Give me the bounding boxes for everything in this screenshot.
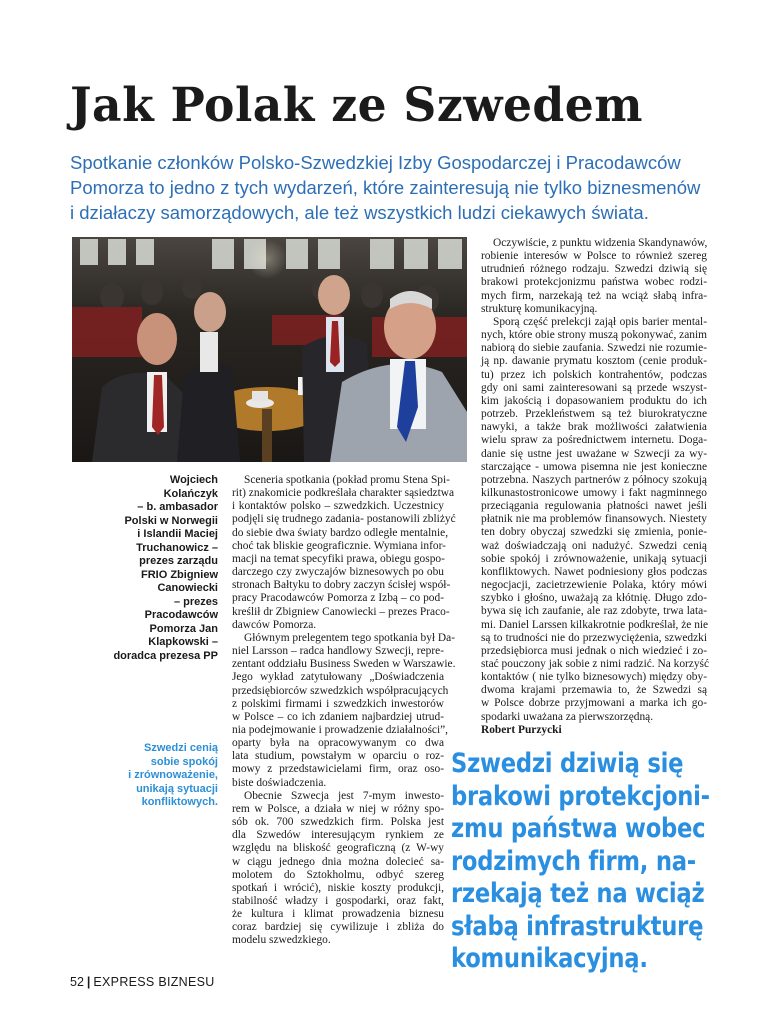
body-line: dla Szwedów interesującym rynkiem ze	[232, 829, 444, 842]
body-line: starczające - umowa pisemna nie jest konieczne	[481, 460, 707, 473]
body-line: negocjacji, zacietrzewienie Polaka, który mówi	[481, 579, 707, 592]
body-line: robienie interesów w Polsce to również szereg	[481, 250, 707, 263]
body-line: podjęli się trudnego zadania- postanowili zbliżyć	[232, 513, 456, 526]
body-line: lata studium, powstałym w oparciu o roz-	[232, 750, 444, 763]
body-line: wielu spraw za pośrednictwem internetu. Doga-	[481, 434, 707, 447]
body-line: Obecnie Szwecja jest 7-mym inwesto-	[244, 789, 444, 802]
pull-quote-line: konfliktowych.	[141, 796, 218, 808]
body-line: modelu szwedzkiego.	[232, 934, 331, 947]
body-line: rem w Polsce, a działa w niej w różny spo-	[232, 802, 444, 815]
body-line: macji na temat specyfiki prawa, obiegu gospo-	[232, 552, 445, 565]
body-line: zentant oddziału Business Sweden w Warszawie.	[232, 658, 456, 671]
body-line: ją np. dawanie prymatu kosztom (cenie produk-	[481, 355, 707, 368]
caption-line: i Islandii Maciej	[137, 528, 218, 540]
body-line: są to trudności nie do przezwyciężenia, szwedzki	[481, 631, 707, 644]
body-line: pracy Pracodawców Pomorza z Izbą – co pod-	[232, 592, 444, 605]
pull-quote-line: unikają sytuacji	[136, 782, 218, 795]
body-line: niel Larsson – radca handlowy Szwecji, repre-	[232, 645, 444, 658]
body-line: potrzebna. Naszych partnerów z północy szokują	[481, 473, 707, 486]
pull-quote-line: brakowi protekcjoni-	[451, 780, 710, 812]
body-line: mowy z przedstawicielami firm, oraz oso-	[232, 763, 444, 776]
body-line: w Polsce dobrze przyjmowani a marka ich go-	[481, 697, 707, 710]
body-line: nia podejmowanie i prowadzenie działalności”,	[232, 723, 449, 736]
article-title: Jak Polak ze Szwedem	[70, 78, 644, 133]
body-line: względu na bliskość geograficzną (z W-wy	[232, 842, 444, 855]
lead-line: Pomorza to jedno z tych wydarzeń, które zainteresują nie tylko biznesmenów	[70, 177, 701, 198]
body-line: choć tak bliskie geograficznie. Wymiana infor-	[232, 539, 446, 552]
meeting-photo	[72, 237, 467, 462]
body-line: mi. Daniel Larssen kilkakrotnie podkreślał, że nie	[481, 618, 709, 631]
page-number: 52	[70, 975, 84, 989]
body-line: oparty była na opracowywanym co dwa	[232, 737, 444, 750]
body-line: kontaktów ( nie tylko biznesowych) między oby-	[481, 671, 707, 684]
caption-line: Klapkowski –	[148, 636, 218, 648]
body-line: stronach Bałtyku to dobry zaczyn ścisłej współ-	[232, 579, 451, 592]
body-line: nabiorą do siebie zaufania. Szwedzi nie rozumie-	[481, 342, 707, 355]
body-line: gdy oni sami zainteresowani są przede wszyst-	[481, 381, 707, 394]
body-line: stać pouczony jak sobie z nimi radzić. Na korzyść	[481, 658, 710, 670]
caption-line: Pomorza Jan	[149, 622, 218, 635]
body-line: szybko i głośno, uważają za kłótnię. Długo zdo-	[481, 592, 707, 605]
body-line: płatnik nie ma problemów finansowych. Niestety	[481, 513, 707, 526]
body-line: biste doświadczenia.	[232, 776, 327, 789]
pull-quote-line: sobie spokój	[150, 755, 218, 768]
body-line: nych, które obie strony muszą pokonywać, zanim	[481, 329, 707, 342]
caption-line: – prezes	[173, 595, 218, 608]
body-line: z polskimi firmami i szwedzkich inwestorów	[232, 697, 444, 710]
body-column-right	[481, 237, 710, 737]
caption-line: prezes zarządu	[139, 555, 218, 567]
body-line: coraz bardziej się cywilizuje i zbliża do	[232, 921, 444, 934]
body-line: stabilność władzy i gospodarki, oraz fakt,	[232, 895, 444, 907]
body-line: mych firm, narzekają też na wciąż słabą infra-	[481, 289, 707, 302]
meeting-photo-image	[72, 237, 467, 462]
body-line: do siebie dwa światy bardzo odległe mentalnie,	[232, 526, 449, 539]
lead-line: i działaczy samorządowych, ale też wszystkich ludzi ciekawych świata.	[70, 202, 649, 223]
body-line: spotkań i wrócić), niskie koszty produkcji,	[232, 881, 444, 894]
pull-quote-line: rodzimych firm, na-	[451, 845, 696, 877]
caption-line: Wojciech	[169, 474, 218, 486]
author-signature: Robert Purzycki	[481, 723, 562, 736]
footer-separator: |	[86, 975, 91, 989]
pull-quote-line: zmu państwa wobec	[451, 813, 706, 844]
caption-line: – b. ambasador	[137, 501, 218, 513]
body-line: kilkunastostronicowe umowy i fakt nagminnego	[481, 486, 707, 499]
body-line: Sporą część prelekcji zajął opis barier mental-	[493, 315, 707, 328]
body-line: rit) znakomicie podkreślała charakter sąsiedztwa	[232, 487, 455, 500]
body-line: Głównym prelegentem tego spotkania był Da-	[244, 631, 455, 644]
pull-quote-small	[100, 742, 218, 810]
body-line: utrudnień różnego rodzaju. Szwedzi dziwią się	[481, 263, 707, 276]
body-line: danie się ustne jest uważane w Szwecji za wy-	[481, 447, 707, 460]
body-line: nawyki, a także brak możliwości załatwienia	[481, 421, 707, 434]
body-line: kim jakością i dopasowaniem produktu do ich	[481, 394, 707, 407]
lead-line: Spotkanie członków Polsko-Szwedzkiej Izby Gospodarczej i Pracodawców	[70, 152, 681, 173]
body-line: przedsiębiorców szwedzkich współpracujących	[232, 684, 449, 697]
pull-quote-line: komunikacyjną.	[451, 943, 648, 974]
pull-quote-line: Szwedzi dziwią się	[451, 748, 684, 779]
body-line: tu) przez ich polskich kontrahentów, podczas	[481, 368, 707, 381]
body-line: Jego wykład zatytułowany „Doświadczenia	[232, 671, 444, 684]
body-line: dawców Pomorza.	[232, 618, 317, 631]
pull-quote-line: Szwedzi cenią	[144, 742, 218, 754]
pull-quote-line: rzekają też na wciąż	[451, 878, 705, 909]
caption-line: Polski w Norwegii	[124, 514, 218, 527]
pull-quote-line: słabą infrastrukturę	[451, 910, 704, 942]
caption-line: doradca prezesa PP	[113, 649, 218, 662]
body-column-middle	[232, 474, 456, 948]
body-line: dwoma krajami przemawia to, że Szwedzi są	[481, 684, 707, 697]
body-line: kreślił dr Zbigniew Canowiecki – prezes Praco-	[232, 605, 450, 618]
body-line: bywa się ich zaufanie, ale raz zdobyte, trwa lata-	[481, 605, 707, 618]
page-footer	[70, 975, 215, 989]
body-line: konfliktowych. Nawet podniesiony głos podczas	[481, 565, 707, 578]
body-line: spodarki uważana za pierwszorzędną.	[481, 710, 654, 723]
caption-line: Truchanowicz –	[136, 541, 218, 554]
body-line: strukturę komunikacyjną.	[481, 302, 598, 315]
body-line: w Polsce – co ich zdaniem najbardziej utrud-	[232, 710, 444, 723]
body-line: sobie spokój i zrównoważenie, unikają sytuacji	[481, 552, 707, 565]
body-line: i kontaktów polsko – szwedzkich. Uczestnicy	[232, 500, 444, 513]
body-line: ten dobry obyczaj szwedzki się zmienia, ponie-	[481, 526, 707, 539]
pull-quote-large	[451, 748, 710, 976]
body-line: darczego czy zwyczajów biznesowych po obu	[232, 566, 444, 579]
body-line: Oczywiście, z punktu widzenia Skandynawów,	[493, 237, 708, 249]
caption-line: Canowiecki	[157, 582, 218, 594]
article-lead	[70, 150, 710, 225]
body-line: w ciągu jednego dnia można dolecieć sa-	[232, 855, 444, 868]
body-line: że kultura i klimat prowadzenia biznesu	[232, 908, 444, 921]
body-line: brakowi protekcjonizmu państwa wobec rodzi-	[481, 276, 707, 289]
body-line: sób ok. 700 szwedzkich firm. Polska jest	[232, 816, 444, 829]
body-line: Sceneria spotkania (pokład promu Stena Spi-	[244, 474, 450, 486]
body-line: przedsiębiorca musi jednak o nich wiedzieć i zo-	[481, 644, 707, 657]
photo-caption	[100, 474, 218, 663]
body-line: potrzeb. Przekleństwem są też biurokratyczne	[481, 408, 707, 421]
caption-line: Pracodawców	[144, 609, 218, 621]
publication-name: EXPRESS BIZNESU	[93, 975, 215, 989]
body-line: molotem do Sztokholmu, odbyć szereg	[232, 868, 444, 881]
caption-line: Kolańczyk	[163, 487, 218, 500]
body-line: waż doświadczają oni nadużyć. Szwedzi cenią	[481, 539, 707, 552]
pull-quote-line: i zrównoważenie,	[128, 769, 218, 781]
body-line: przeciągania regulowania płatności nawet jeśli	[481, 500, 707, 513]
caption-line: FRIO Zbigniew	[141, 568, 218, 581]
